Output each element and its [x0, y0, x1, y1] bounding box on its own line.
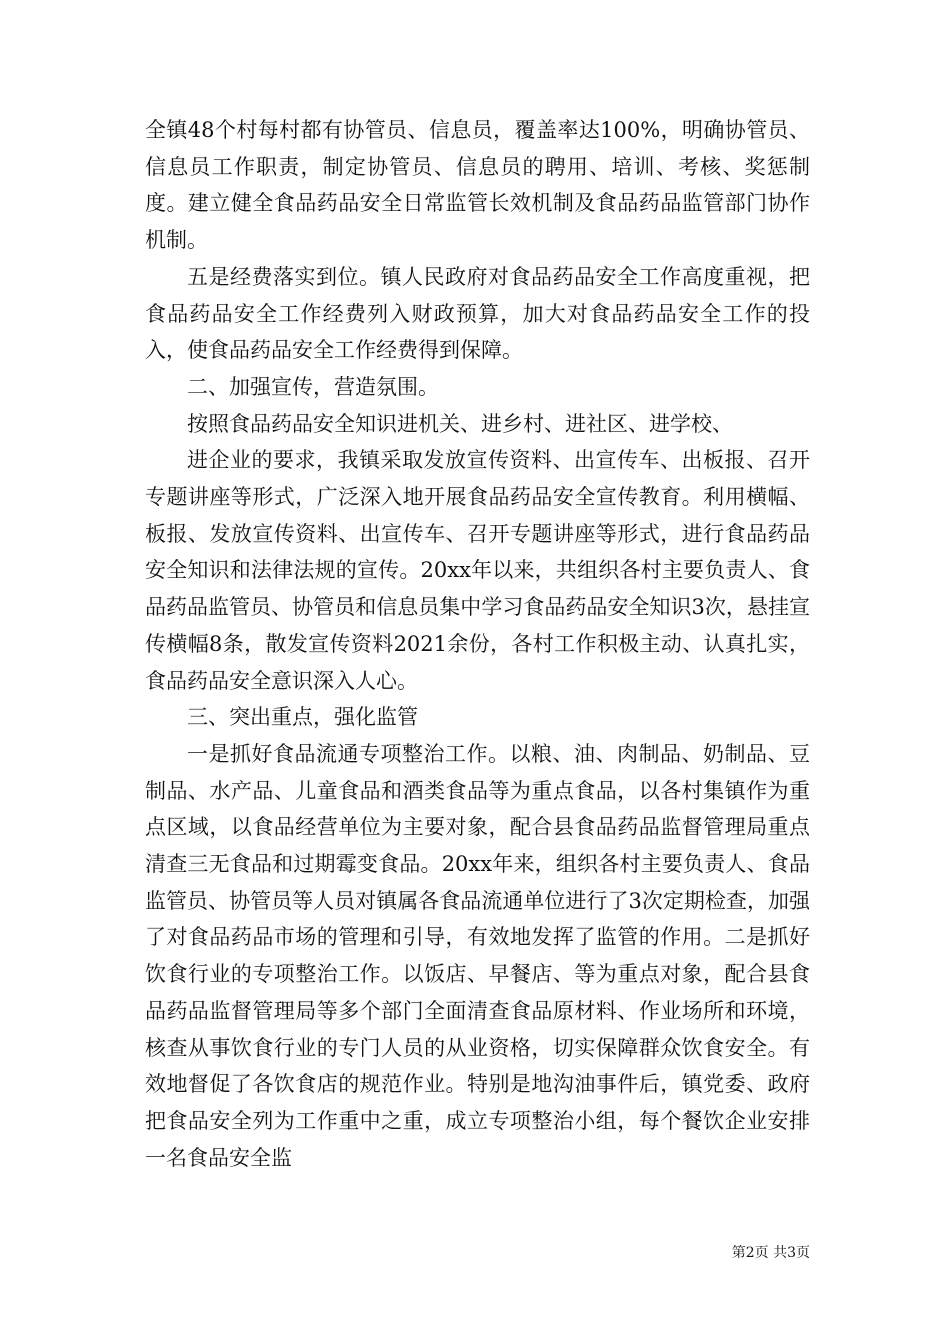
paragraph-publicity-intro: 按照食品药品安全知识进机关、进乡村、进社区、进学校、 [187, 411, 733, 436]
section-heading-publicity: 二、加强宣传，营造氛围。 [187, 374, 439, 399]
paragraph-publicity-detail: 进企业的要求，我镇采取发放宣传资料、出宣传车、出板报、召开专题讲座等形式，广泛深入地开展食品药品安全宣传教育。利用横幅、板报、发放宣传资料、出宣传车、召开专题讲座等形式，进行食品药品安全知识和法律法规的宣传。20xx年以来，共组织各村主要负责人、食品药品监管员、协管员和信息员集中学习食品药品安全知识3次，悬挂宣传横幅8条，散发宣传资料2021余份，各村工作积极主动、认真扎实，食品药品安全意识深入人心。 [145, 448, 810, 693]
paragraph-supervision-detail: 一是抓好食品流通专项整治工作。以粮、油、肉制品、奶制品、豆制品、水产品、儿童食品和酒类食品等为重点食品，以各村集镇作为重点区域，以食品经营单位为主要对象，配合县食品药品监督管理局重点清查三无食品和过期霉变食品。20xx年来，组织各村主要负责人、食品监管员、协管员等人员对镇属各食品流通单位进行了3次定期检查，加强了对食品药品市场的管理和引导，有效地发挥了监管的作用。二是抓好饮食行业的专项整治工作。以饭店、早餐店、等为重点对象，配合县食品药品监督管理局等多个部门全面清查食品原材料、作业场所和环境，核查从事饮食行业的专门人员的从业资格，切实保障群众饮食安全。有效地督促了各饮食店的规范作业。特别是地沟油事件后，镇党委、政府把食品安全列为工作重中之重，成立专项整治小组，每个餐饮企业安排一名食品安全监 [145, 741, 810, 1170]
page-number: 第2页 共3页 [731, 1245, 810, 1261]
paragraph-funding: 五是经费落实到位。镇人民政府对食品药品安全工作高度重视，把食品药品安全工作经费列入财政预算，加大对食品药品安全工作的投入，使食品药品安全工作经费得到保障。 [145, 264, 810, 363]
document-body [145, 112, 810, 1176]
section-heading-supervision: 三、突出重点，强化监管 [187, 705, 418, 730]
paragraph-coordinators: 全镇48个村每村都有协管员、信息员，覆盖率达100%，明确协管员、信息员工作职责，制定协管员、信息员的聘用、培训、考核、奖惩制度。建立健全食品药品安全日常监管长效机制及食品药品监管部门协作机制。 [145, 118, 810, 253]
